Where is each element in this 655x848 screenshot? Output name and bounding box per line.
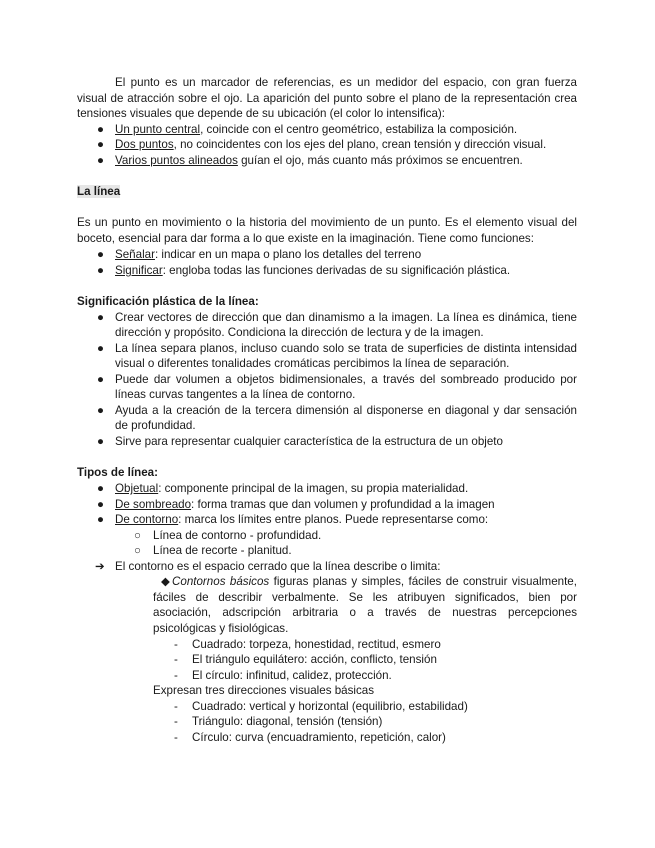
list-item-text: , no coincidentes con los ejes del plano, crean tensión y dirección visual. xyxy=(173,138,547,151)
dash-bullet-icon: - xyxy=(174,715,178,728)
diamond-item-line xyxy=(153,575,577,589)
diamond-item-term: Contornos básicos xyxy=(172,575,270,588)
linea-line-1: Es un punto en movimiento o la historia del movimiento de un punto. Es el elemento visual del xyxy=(77,216,577,229)
bullet-icon: ● xyxy=(97,248,105,261)
diamond-item-line: fáciles de describir verbalmente. Se les atribuyen significados, bien por xyxy=(153,591,577,604)
dash-item: Círculo: curva (encuadramiento, repetición, calor) xyxy=(192,731,446,744)
list-item-text: , coincide con el centro geométrico, estabiliza la composición. xyxy=(200,123,518,136)
list-item-term: Significar xyxy=(115,264,163,277)
list-item-term: Señalar xyxy=(115,248,155,261)
diamond-bullet-icon: ◆ xyxy=(161,575,170,588)
list-item-term: Varios puntos alineados xyxy=(115,154,238,167)
list-item xyxy=(115,138,546,152)
list-item-line: Sirve para representar cualquier característica de la estructura de un objeto xyxy=(115,435,503,448)
list-item-line: Puede dar volumen a objetos bidimensionales, a través del sombreado producido por xyxy=(115,373,577,386)
list-item-text: : componente principal de la imagen, su propia materialidad. xyxy=(158,482,469,495)
bullet-icon: ● xyxy=(97,498,105,511)
bullet-icon: ● xyxy=(97,311,105,324)
bullet-icon: ● xyxy=(97,373,105,386)
circle-bullet-icon: ○ xyxy=(134,529,142,542)
dash-bullet-icon: - xyxy=(174,731,178,744)
list-item-line: Ayuda a la creación de la tercera dimensión al disponerse en diagonal y dar sensación xyxy=(115,404,577,417)
section-heading: Significación plástica de la línea: xyxy=(77,295,259,308)
arrow-item: El contorno es el espacio cerrado que la línea describe o limita: xyxy=(115,560,441,573)
bullet-icon: ● xyxy=(97,154,105,167)
intro-line-3: tensiones visuales que depende de su ubicación (el color lo intensifica): xyxy=(77,107,446,120)
sub-list-item: Línea de recorte - planitud. xyxy=(153,544,292,557)
circle-bullet-icon: ○ xyxy=(134,544,142,557)
bullet-icon: ● xyxy=(97,513,105,526)
dash-item: El triángulo equilátero: acción, conflicto, tensión xyxy=(192,653,437,666)
linea-line-2: boceto, esencial para dar forma a lo que existe en la imaginación. Tiene como funciones: xyxy=(77,232,534,245)
list-item-line: La línea separa planos, incluso cuando solo se trata de superficies de distinta intensidad xyxy=(115,342,577,355)
list-item xyxy=(115,248,421,262)
bullet-icon: ● xyxy=(97,264,105,277)
list-item-term: Dos puntos xyxy=(115,138,174,151)
dash-bullet-icon: - xyxy=(174,700,178,713)
list-item-line: dirección y propósito. Condiciona la dirección de lectura y de la imagen. xyxy=(115,326,484,339)
list-item-line: Crear vectores de dirección que dan dinamismo a la imagen. La línea es dinámica, tiene xyxy=(115,311,577,324)
list-item xyxy=(115,264,510,278)
diamond-item-line: asociación, adscripción arbitraria o a través de nuestras percepciones xyxy=(153,606,577,619)
diamond-item-text: figuras planas y simples, fáciles de construir visualmente, xyxy=(273,575,577,588)
section-heading: Tipos de línea: xyxy=(77,466,158,479)
list-item xyxy=(115,498,495,512)
bullet-icon: ● xyxy=(97,435,105,448)
list-item-text: : marca los límites entre planos. Puede representarse como: xyxy=(178,513,489,526)
list-item xyxy=(115,482,468,496)
list-item xyxy=(115,154,523,168)
list-item-term: De sombreado xyxy=(115,498,192,511)
list-item-text: : forma tramas que dan volumen y profundidad a la imagen xyxy=(191,498,495,511)
dash-bullet-icon: - xyxy=(174,638,178,651)
arrow-bullet-icon: ➔ xyxy=(95,560,105,573)
dash-item: Triángulo: diagonal, tensión (tensión) xyxy=(192,715,383,728)
dash-bullet-icon: - xyxy=(174,669,178,682)
intro-line-2: visual de atracción sobre el ojo. La aparición del punto sobre el plano de la representación crea xyxy=(77,92,577,105)
expresan-line: Expresan tres direcciones visuales básicas xyxy=(153,684,375,697)
list-item-text: : engloba todas las funciones derivadas de su significación plástica. xyxy=(162,264,511,277)
bullet-icon: ● xyxy=(97,404,105,417)
dash-bullet-icon: - xyxy=(174,653,178,666)
list-item-term: Objetual xyxy=(115,482,159,495)
bullet-icon: ● xyxy=(97,482,105,495)
bullet-icon: ● xyxy=(97,138,105,151)
list-item-text: guían el ojo, más cuanto más próximos se encuentren. xyxy=(237,154,523,167)
dash-item: Cuadrado: vertical y horizontal (equilibrio, estabilidad) xyxy=(192,700,468,713)
diamond-item-line: psicológicas y fisiológicas. xyxy=(153,622,289,635)
list-item xyxy=(115,513,488,527)
list-item xyxy=(115,123,517,137)
list-item-line: de profundidad. xyxy=(115,419,196,432)
bullet-icon: ● xyxy=(97,342,105,355)
list-item-line: líneas curvas tangentes a la línea de contorno. xyxy=(115,388,356,401)
list-item-term: De contorno xyxy=(115,513,179,526)
dash-item: Cuadrado: torpeza, honestidad, rectitud, esmero xyxy=(192,638,441,651)
list-item-text: : indicar en un mapa o plano los detalles del terreno xyxy=(154,248,422,261)
intro-line-1: El punto es un marcador de referencias, es un medidor del espacio, con gran fuerza xyxy=(115,76,577,89)
list-item-line: visual o diferentes tonalidades cromáticas percibimos la línea de separación. xyxy=(115,357,510,370)
bullet-icon: ● xyxy=(97,123,105,136)
sub-list-item: Línea de contorno - profundidad. xyxy=(153,529,322,542)
list-item-term: Un punto central xyxy=(115,123,201,136)
section-heading: La línea xyxy=(77,185,121,198)
dash-item: El círculo: infinitud, calidez, protección. xyxy=(192,669,392,682)
